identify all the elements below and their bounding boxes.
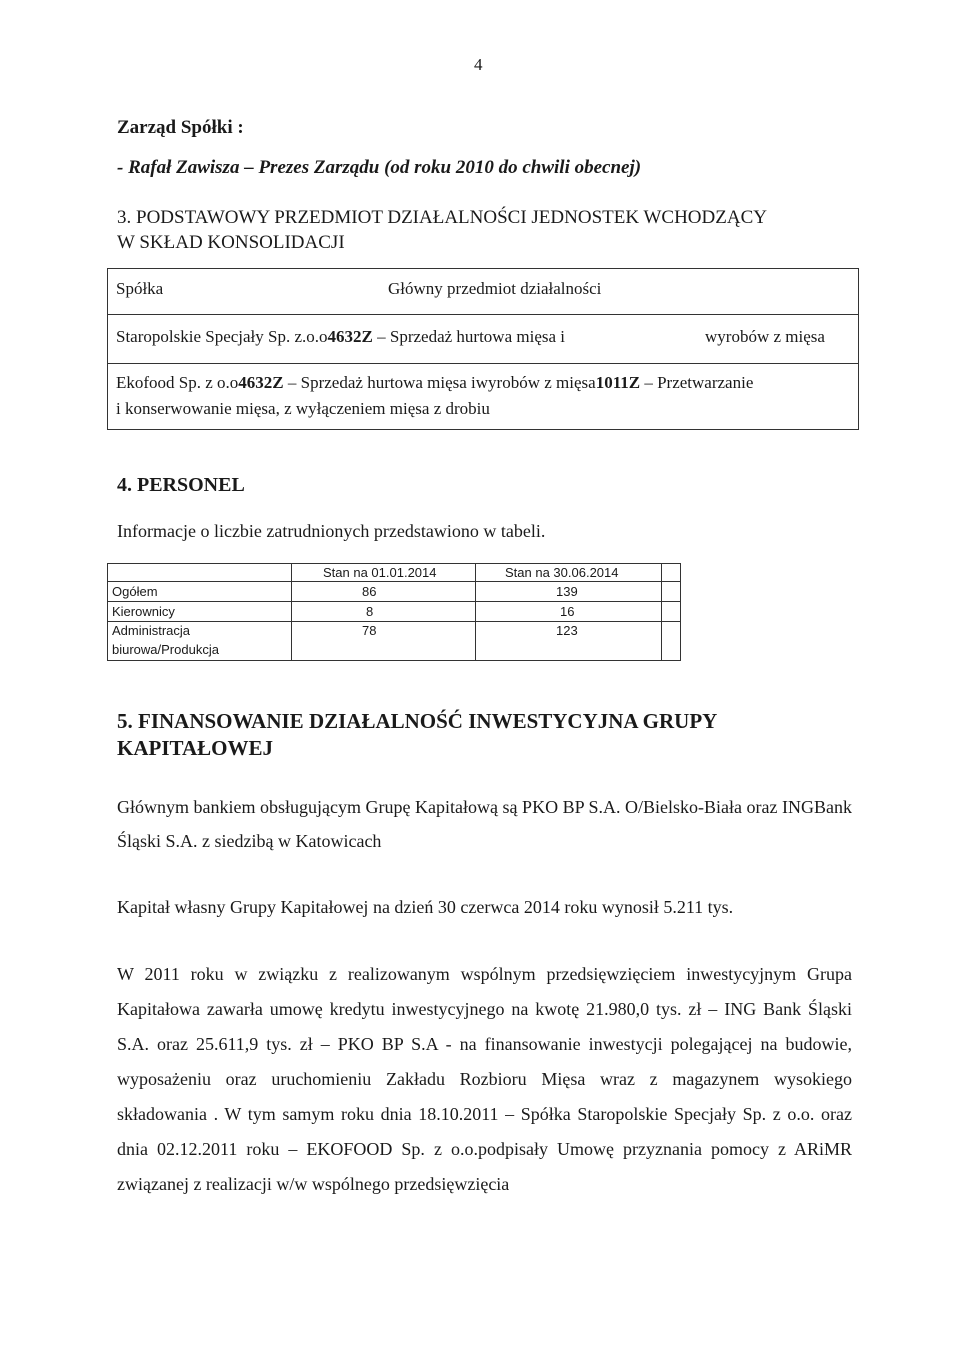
section-3-heading-line2: W SKŁAD KONSOLIDACJI [117, 232, 345, 253]
row-total-v2: 139 [556, 584, 578, 599]
row2-code2: 1011Z [595, 373, 641, 392]
paragraph-equity: Kapitał własny Grupy Kapitałowej na dzień 30 czerwca 2014 roku wynosił 5.211 tys. [117, 897, 734, 917]
section-5-heading [117, 708, 877, 762]
page-number: 4 [474, 55, 483, 74]
section-4-intro: Informacje o liczbie zatrudnionych przedstawiono w tabeli. [117, 521, 546, 541]
paragraph-bank: Głównym bankiem obsługującym Grupę Kapitałową są PKO BP S.A. O/Bielsko-Biała oraz INGBank Śląski S.A. z siedzibą w Katowicach [117, 797, 852, 851]
section-3-heading [117, 205, 877, 255]
header-date-2: Stan na 30.06.2014 [505, 565, 619, 580]
row2-line1 [116, 373, 753, 393]
row1-activity: – Sprzedaż hurtowa mięsa i [372, 327, 566, 346]
section-5-heading-line1: 5. FINANSOWANIE DZIAŁALNOŚĆ INWESTYCYJNA GRUPY [117, 709, 718, 733]
vline-3 [661, 564, 662, 660]
row1-text [116, 327, 565, 347]
row-label-admin-line2: biurowa/Produkcja [112, 642, 219, 657]
row-admin-v2: 123 [556, 623, 578, 638]
row-admin-v1: 78 [362, 623, 377, 638]
hline-1 [108, 581, 680, 582]
row-label-total: Ogółem [112, 584, 158, 599]
activity-row-ekofood [108, 364, 858, 428]
activity-row-staropolskie [108, 315, 858, 364]
personnel-table [107, 563, 681, 661]
row1-company: Staropolskie Specjały Sp. z.o.o [116, 327, 328, 346]
row-managers-v2: 16 [560, 604, 575, 619]
row2-activity2: – Przetwarzanie [640, 373, 754, 392]
activity-table [107, 268, 859, 430]
row1-activity-right: wyrobów z mięsa [705, 327, 825, 346]
row1-code: 4632Z [327, 327, 373, 346]
activity-table-header [108, 269, 858, 315]
row-total-v1: 86 [362, 584, 377, 599]
row2-code1: 4632Z [238, 373, 284, 392]
vline-2 [475, 564, 476, 660]
row2-line2: i konserwowanie mięsa, z wyłączeniem mięsa z drobiu [116, 399, 490, 418]
section-3-heading-line1: 3. PODSTAWOWY PRZEDMIOT DZIAŁALNOŚCI JEDNOSTEK WCHODZĄCY [117, 207, 767, 228]
board-member: - Rafał Zawisza – Prezes Zarządu (od roku 2010 do chwili obecnej) [117, 157, 642, 178]
row-managers-v1: 8 [366, 604, 374, 619]
section-4-heading: 4. PERSONEL [117, 474, 245, 496]
col-activity-header: Główny przedmiot działalności [388, 279, 602, 298]
row-label-managers: Kierownicy [112, 604, 175, 619]
board-heading: Zarząd Spółki : [117, 117, 244, 138]
section-5-heading-line2: KAPITAŁOWEJ [117, 736, 273, 760]
header-date-1: Stan na 01.01.2014 [323, 565, 437, 580]
vline-1 [291, 564, 292, 660]
hline-2 [108, 601, 680, 602]
paragraph-investment: W 2011 roku w związku z realizowanym wspólnym przedsięwzięciem inwestycyjnym Grupa Kapitałowa zawarła umowę kredytu inwestycyjnego na kwotę 21.980,0 tys. zł – ING Bank Śląski S.A. oraz 25.611,9 tys. zł – PKO BP S.A - na finansowanie inwestycji polegającej na budowie, wyposażeniu oraz uruchomieniu Zakładu Rozbioru Mięsa wraz z magazynem wysokiego składowania . W tym samym roku dnia 18.10.2011 – Spółka Staropolskie Specjały Sp. z o.o. oraz dnia 02.12.2011 roku – EKOFOOD Sp. z o.o.podpisały Umowę przyznania pomocy z ARiMR związanej z realizacji w/w wspólnego przedsięwzięcia [117, 964, 852, 1194]
row2-company: Ekofood Sp. z o.o [116, 373, 239, 392]
col-company-header: Spółka [116, 279, 164, 298]
hline-3 [108, 621, 680, 622]
row-label-admin: Administracja [112, 623, 191, 638]
row2-activity1: – Sprzedaż hurtowa mięsa iwyrobów z mięsa [283, 373, 596, 392]
